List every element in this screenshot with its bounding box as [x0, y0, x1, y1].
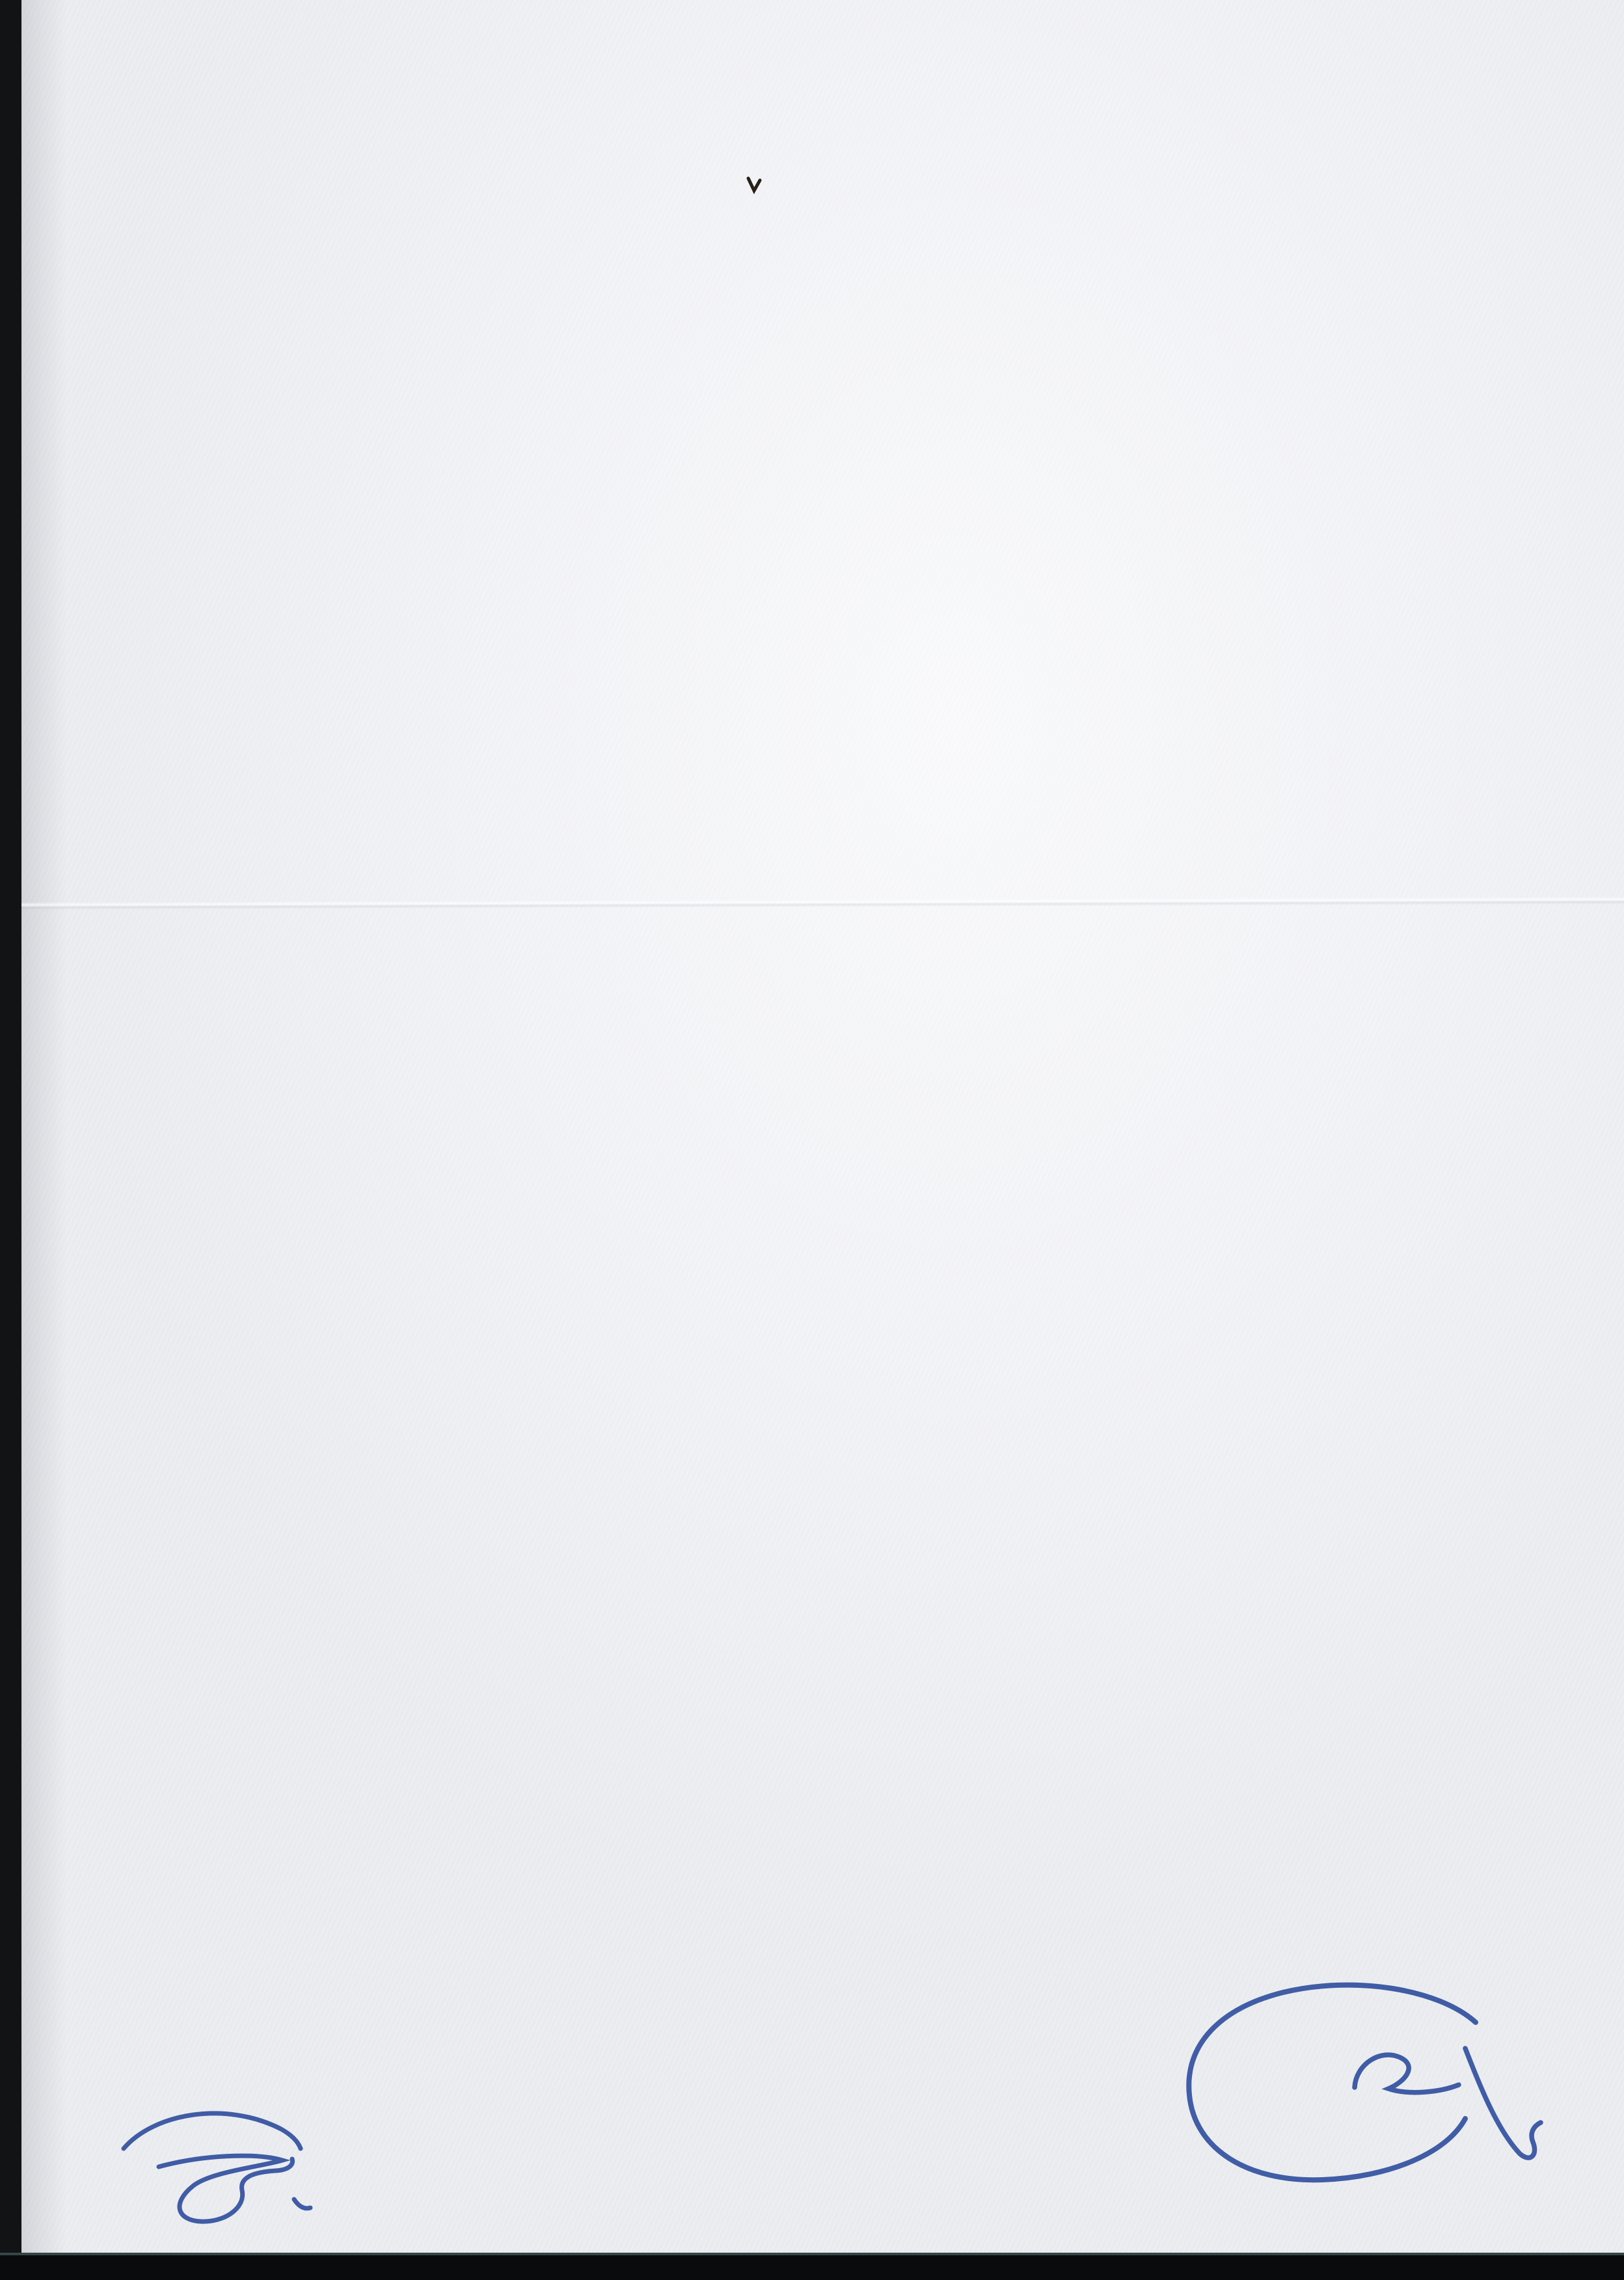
paper-sheet	[21, 0, 1624, 2255]
scan-edge-bottom	[0, 2253, 1624, 2280]
scan-edge-left	[0, 0, 21, 2280]
paper-crease	[21, 897, 1624, 910]
